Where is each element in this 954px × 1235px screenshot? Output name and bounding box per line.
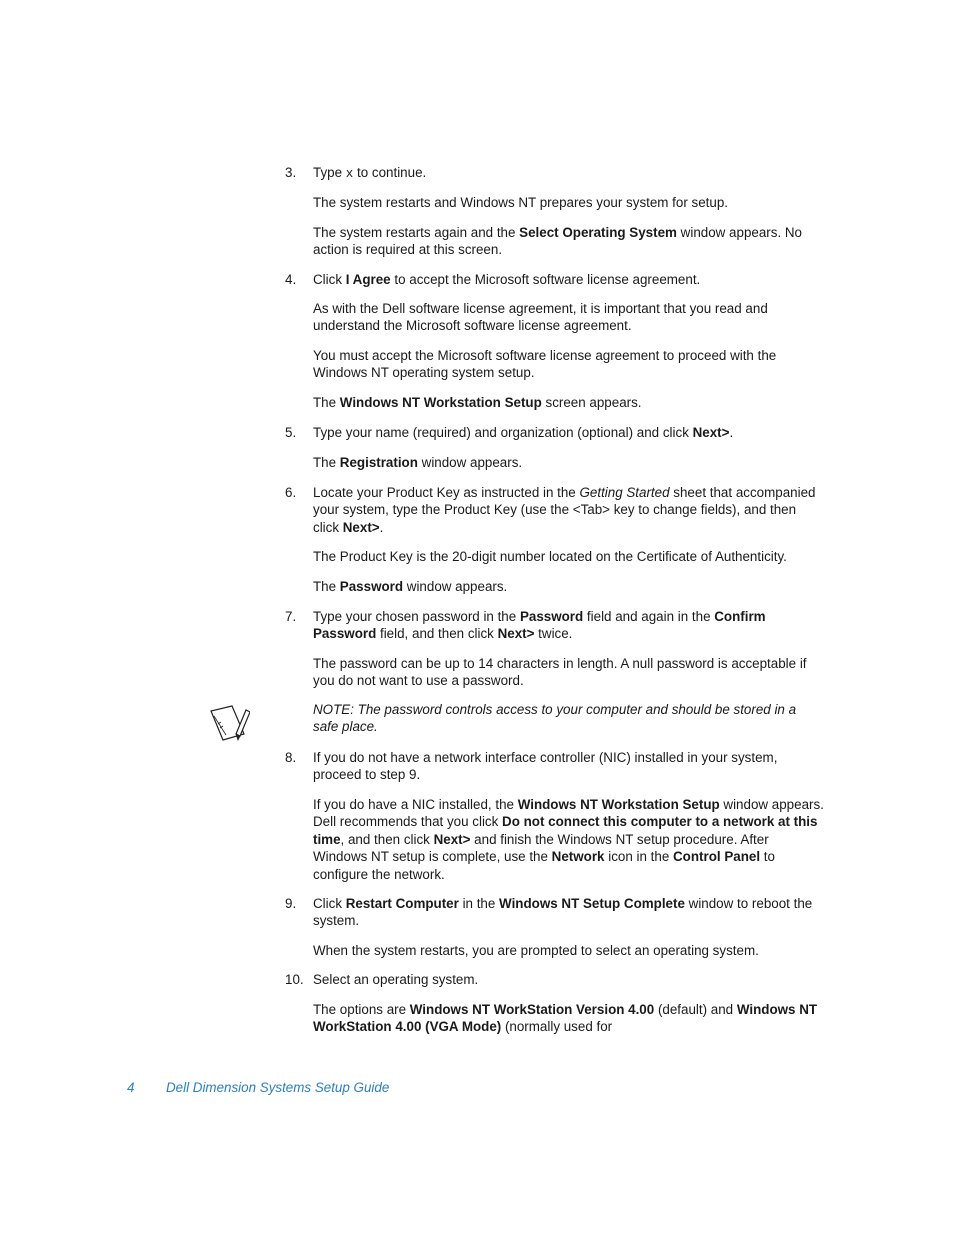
text-run: You must accept the Microsoft software license agreement to proceed with the Windows NT operating system setup. — [313, 348, 777, 381]
text-run: If you do have a NIC installed, the — [313, 797, 518, 812]
text-run: As with the Dell software license agreement, it is important that you read and understand the Microsoft software license agreement. — [313, 301, 768, 334]
text-run: The — [313, 455, 340, 470]
step-number: 8. — [285, 750, 297, 765]
bold-text: Windows NT Setup Complete — [499, 896, 685, 911]
step-paragraph — [313, 347, 825, 382]
bold-text: Select Operating System — [519, 225, 677, 240]
text-run: Click — [313, 272, 346, 287]
text-run: The password can be up to 14 characters in length. A null password is acceptable if you do not want to use a password. — [313, 656, 807, 689]
text-run: field and again in the — [583, 609, 715, 624]
step-number: 6. — [285, 485, 297, 500]
text-run: and finish the Windows NT setup procedure. After Windows NT setup is complete, use the — [313, 831, 769, 865]
text-run: . — [729, 425, 734, 440]
step-paragraph — [313, 942, 825, 959]
text-run: icon in the — [604, 849, 673, 865]
page-number: 4 — [127, 1080, 135, 1095]
step-paragraph — [313, 394, 825, 411]
step-text — [313, 895, 825, 930]
bold-text: I Agree — [345, 272, 391, 287]
text-run: Click — [313, 896, 346, 911]
italic-text: Getting Started — [579, 485, 670, 500]
text-run: The Product Key is the 20-digit number located on the Certificate of Authenticity. — [313, 549, 787, 564]
step-text — [313, 484, 825, 536]
bold-text: Next> — [433, 831, 471, 847]
step-number: 10. — [285, 972, 304, 987]
step-paragraph — [313, 548, 825, 565]
bold-text: Do not connect this computer to a network at this time — [313, 814, 818, 847]
note-pencil-icon — [208, 704, 250, 744]
step-text — [313, 749, 825, 784]
text-run: When the system restarts, you are prompted to select an operating system. — [313, 943, 759, 958]
text-run: (default) and — [654, 1002, 737, 1017]
bold-text: Windows NT WorkStation Version 4.00 — [409, 1002, 655, 1017]
text-run: x — [345, 167, 354, 181]
text-run: twice. — [534, 626, 573, 642]
step-text — [313, 271, 825, 288]
bold-text: Next> — [342, 519, 380, 535]
text-run: The options are — [313, 1002, 410, 1017]
text-run: window to reboot the system. — [313, 896, 813, 929]
bold-text: Registration — [339, 455, 418, 470]
step-paragraph — [313, 1001, 825, 1036]
bold-text: Password — [519, 609, 584, 624]
text-run: screen appears. — [541, 395, 642, 410]
text-run: The system restarts and Windows NT prepares your system for setup. — [313, 195, 729, 210]
bold-text: Network — [551, 849, 605, 865]
text-run: , and then click — [340, 831, 434, 847]
bold-text: Next> — [497, 626, 535, 642]
bold-text: Password — [339, 579, 404, 594]
bold-text: Windows NT Workstation Setup — [517, 797, 720, 812]
text-run: to configure the network. — [313, 849, 775, 882]
text-run: Locate your Product Key as instructed in the — [313, 485, 580, 500]
text-run: sheet that accompanied your system, type the Product Key (use the <Tab> key to change fields), and then click — [313, 485, 816, 535]
text-run: The — [313, 395, 340, 410]
step-text — [313, 424, 825, 441]
step-text — [313, 971, 825, 988]
step-paragraph — [313, 796, 825, 883]
note-text — [313, 701, 825, 736]
text-run: . — [379, 519, 384, 535]
step-number: 5. — [285, 425, 297, 440]
step-paragraph — [313, 224, 825, 259]
text-run: to continue. — [353, 165, 427, 180]
bold-text: Windows NT Workstation Setup — [339, 395, 542, 410]
text-run: If you do not have a network interface controller (NIC) installed in your system, proceed to step 9. — [313, 750, 778, 783]
bold-text: Restart Computer — [345, 896, 459, 911]
step-paragraph — [313, 578, 825, 595]
text-run: Select an operating system. — [313, 972, 479, 987]
text-run: The system restarts again and the — [313, 225, 520, 240]
step-number: 7. — [285, 609, 297, 624]
bold-text: Windows NT WorkStation 4.00 (VGA Mode) — [313, 1002, 818, 1035]
step-paragraph — [313, 194, 825, 211]
text-run: window appears. — [403, 579, 508, 594]
text-run: Type your name (required) and organization (optional) and click — [313, 425, 693, 440]
text-run: Type your chosen password in the — [313, 609, 520, 624]
step-text — [313, 608, 825, 643]
text-run: Type — [313, 165, 346, 180]
text-run: in the — [458, 896, 500, 911]
text-run: (normally used for — [501, 1019, 613, 1035]
text-run: window appears. Dell recommends that you click — [313, 797, 824, 830]
bold-text: Confirm Password — [313, 609, 766, 642]
step-text — [313, 164, 825, 183]
text-run: to accept the Microsoft software license agreement. — [390, 272, 701, 287]
step-number: 3. — [285, 165, 297, 180]
text-run: window appears. No action is required at this screen. — [313, 225, 802, 258]
text-run: The — [313, 579, 340, 594]
step-paragraph — [313, 300, 825, 335]
step-paragraph — [313, 655, 825, 690]
step-paragraph — [313, 454, 825, 471]
text-run: field, and then click — [376, 626, 498, 642]
bold-text: Control Panel — [673, 849, 761, 865]
italic-text: NOTE: The password controls access to your computer and should be stored in a safe place. — [313, 702, 797, 735]
step-number: 9. — [285, 896, 297, 911]
footer-title: Dell Dimension Systems Setup Guide — [166, 1080, 390, 1095]
bold-text: Next> — [692, 425, 730, 440]
step-number: 4. — [285, 272, 297, 287]
text-run: window appears. — [417, 455, 523, 470]
